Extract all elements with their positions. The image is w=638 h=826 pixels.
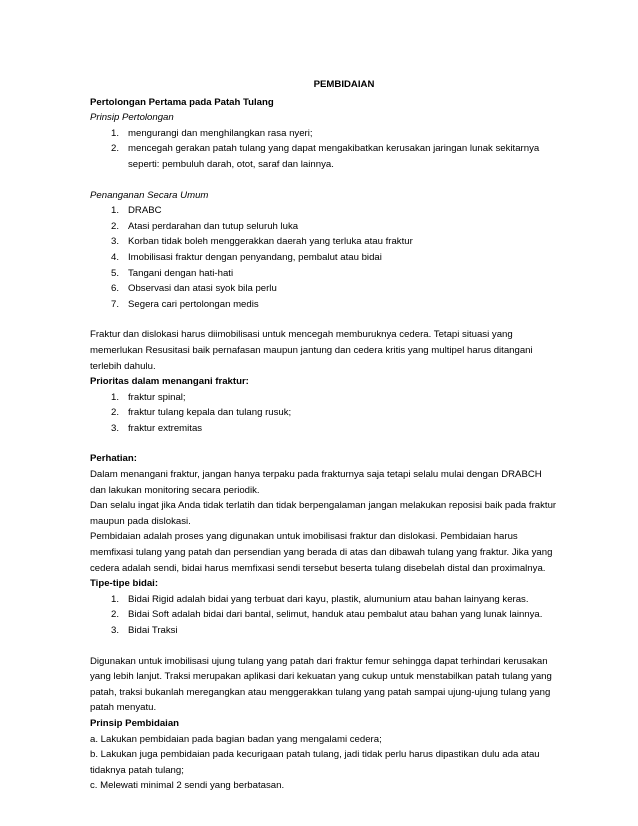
paragraph-traction: Digunakan untuk imobilisasi ujung tulang yang patah dari fraktur femur sehingga dapat terhindari kerusakan yang lebih lanjut. Traksi merupakan aplikasi dari kekuatan yang cukup untuk menstabilkan patah tulang yang patah, traksi bukanlah meregangkan atau menggerakkan tulang yang patah sampai ujung-ujung tulang yang patah menyatu. (90, 655, 552, 714)
list-item: 2. mencegah gerakan patah tulang yang dapat mengakibatkan kerusakan jaringan lunak sekitarnya seperti: pembuluh darah, otot, saraf dan lainnya. (111, 143, 540, 170)
principle-line: a. Lakukan pembidaian pada bagian badan yang mengalami cedera; (90, 733, 382, 745)
heading-attention: Perhatian: (90, 453, 137, 465)
paragraph-splinting-definition: Pembidaian adalah proses yang digunakan untuk imobilisasi fraktur dan dislokasi. Pembidaian harus memfixasi tulang yang patah dan persendian yang berada di atas dan dibawah tulang yang fraktur. Jika yang cedera adalah sendi, bidai harus memfixasi sendi tersebut beserta tulang disebelah distal dan proximalnya. (90, 531, 553, 574)
section-heading-first-aid: Pertolongan Pertama pada Patah Tulang (90, 96, 274, 108)
list-item: 1. mengurangi dan menghilangkan rasa nyeri; (111, 127, 313, 139)
list-item: 3. fraktur extremitas (111, 422, 203, 434)
paragraph-attention-2: Dan selalu ingat jika Anda tidak terlatih dan tidak berpengalaman jangan melakukan reposisi baik pada fraktur maupun pada dislokasi. (90, 500, 557, 527)
list-splint-types (90, 592, 558, 639)
list-item: 5. Tangani dengan hati-hati (111, 267, 234, 279)
list-general-handling (90, 203, 558, 312)
list-item: 3. Bidai Traksi (111, 625, 178, 636)
principle-line: b. Lakukan juga pembidaian pada kecurigaan patah tulang, jadi tidak perlu harus dipastikan dulu ada atau tidaknya patah tulang; (90, 749, 540, 776)
list-priorities (90, 390, 558, 437)
subheading-general-handling: Penanganan Secara Umum (90, 189, 209, 201)
principle-line: c. Melewati minimal 2 sendi yang berbatasan. (90, 780, 285, 792)
list-item: 4. Imobilisasi fraktur dengan penyandang, pembalut atau bidai (111, 251, 382, 263)
paragraph-immobilization: Fraktur dan dislokasi harus diimobilisasi untuk mencegah memburuknya cedera. Tetapi situasi yang memerlukan Resusitasi baik pernafasan maupun jantung dan cedera kritis yang multipel harus ditangani terlebih dahulu. (90, 329, 533, 372)
document-page (90, 77, 558, 794)
list-item: 1. fraktur spinal; (111, 391, 186, 403)
list-item: 3. Korban tidak boleh menggerakkan daerah yang terluka atau fraktur (111, 236, 413, 248)
document-title: PEMBIDAIAN (313, 79, 375, 90)
list-item: 2. Atasi perdarahan dan tutup seluruh luka (111, 220, 299, 232)
heading-splinting-principles: Prinsip Pembidaian (90, 717, 180, 729)
list-principles (90, 126, 558, 173)
list-item: 7. Segera cari pertolongan medis (111, 298, 259, 310)
list-item: 2. Bidai Soft adalah bidai dari bantal, selimut, handuk atau pembalut atau bahan yang lunak lainnya. (111, 609, 543, 621)
list-item: 6. Observasi dan atasi syok bila perlu (111, 283, 277, 295)
list-item: 2. fraktur tulang kepala dan tulang rusuk; (111, 407, 292, 419)
heading-priorities: Prioritas dalam menangani fraktur: (90, 376, 249, 388)
list-item: 1. Bidai Rigid adalah bidai yang terbuat dari kayu, plastik, alumunium atau bahan lainyang keras. (111, 593, 529, 605)
list-item: 1. DRABC (111, 205, 162, 217)
heading-splint-types: Tipe-tipe bidai: (90, 578, 159, 590)
paragraph-attention-1: Dalam menangani fraktur, jangan hanya terpaku pada frakturnya saja tetapi selalu mulai dengan DRABCH dan lakukan monitoring secara periodik. (90, 469, 542, 496)
subheading-principles: Prinsip Pertolongan (90, 112, 174, 124)
